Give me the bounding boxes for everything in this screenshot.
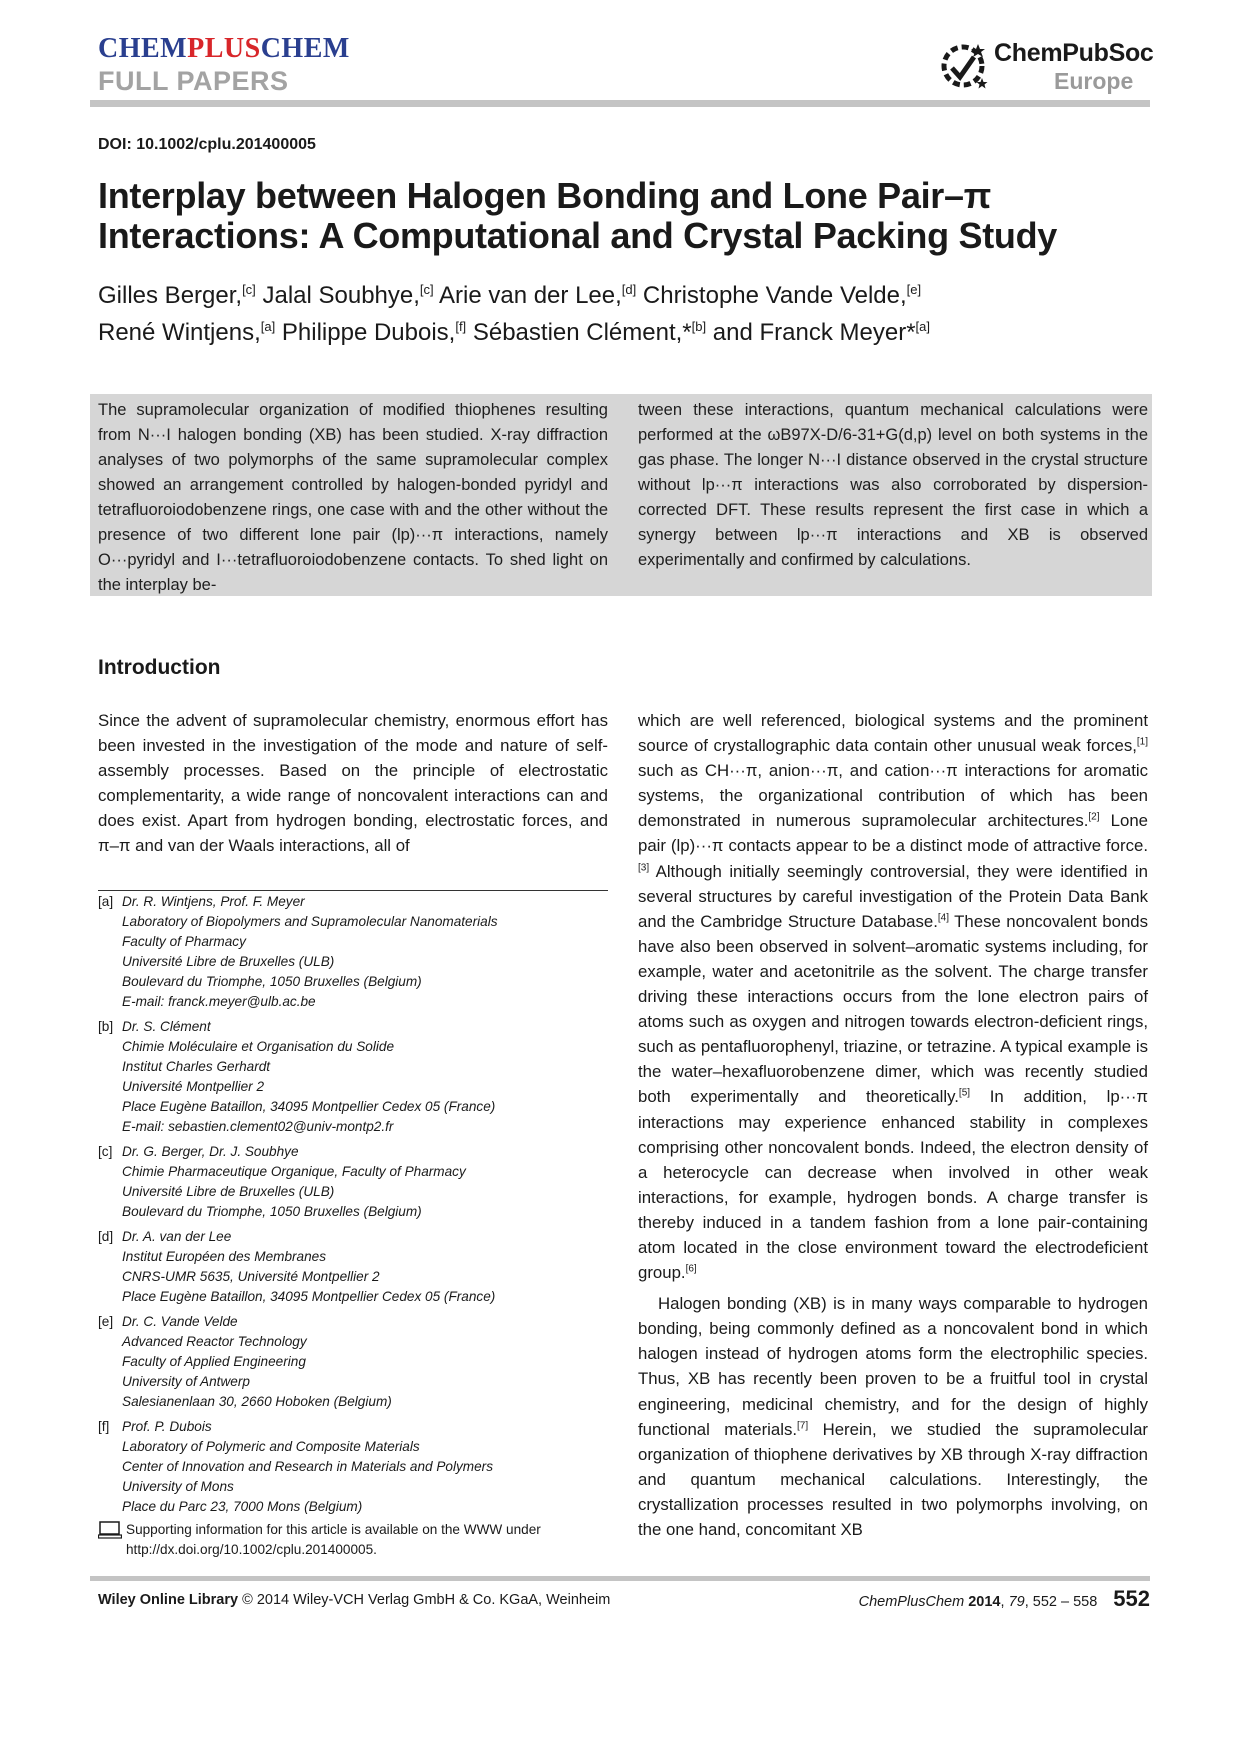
doi: DOI: 10.1002/cplu.201400005 [98,136,316,153]
abstract-left: The supramolecular organization of modified thiophenes resulting from N···I halogen bonding (XB) has been studied. X-ray diffraction analyses of two polymorphs of the same supramolecular complex showed an arrangement controlled by halogen-bonded pyridyl and tetrafluoroiodobenzene rings, one case with and the other without the presence of two different lone pair (lp)···π interactions, namely O···pyridyl and I···tetrafluoroiodobenzene contacts. To shed light on the interplay be- [98,401,608,594]
abstract-box [90,394,1152,596]
journal-name: CHEMPLUSCHEM [98,33,350,64]
footer-citation: ChemPlusChem 2014 , 79 , 552 – 558 552 [858,1586,1150,1611]
affiliation: [a] Dr. R. Wintjens, Prof. F. Meyer Laboratory of Biopolymers and Supramolecular Nanomaterials Faculty of Pharmacy Université Libre de Bruxelles (ULB) Boulevard du Triomphe, 1050 Bruxelles (Belgium) E-mail: franck.meyer@ulb.ac.be [98,892,618,1012]
citation[interactable]: [3] [638,861,650,873]
laurel-star-icon [938,38,990,94]
affiliation: [f] Prof. P. Dubois Laboratory of Polymeric and Composite Materials Center of Innovation and Research in Materials and Polymers University of Mons Place du Parc 23, 7000 Mons (Belgium) [98,1419,494,1514]
wiley-online-library-link[interactable]: Wiley Online Library [98,1592,239,1608]
affiliation: [c] Dr. G. Berger, Dr. J. Soubhye Chimie Pharmaceutique Organique, Faculty of Pharmacy Université Libre de Bruxelles (ULB) Boulevard du Triomphe, 1050 Bruxelles (Belgium) [98,1144,466,1219]
author-list: Gilles Berger,[c] Jalal Soubhye,[c] Arie van der Lee,[d] Christophe Vande Velde,[e] René Wintjens,[a] Philippe Dubois,[f] Sébastien Clément,*[b] and Franck Meyer*[a] [98,282,930,346]
header-rule [90,100,1150,107]
citation[interactable]: [1] [1136,736,1148,748]
footnote-rule [98,890,608,891]
intro-left-column: Since the advent of supramolecular chemistry, enormous effort has been invested in the investigation of the mode and nature of self-assembly processes. Based on the principle of electrostatic complementarity, a wide range of noncovalent interactions can and does exist. Apart from hydrogen bonding, electrostatic forces, and π–π and van der Waals interactions, all of [98,711,608,856]
citation[interactable]: [7] [797,1420,809,1432]
citation[interactable]: [2] [1088,811,1100,823]
affiliation: [d] Dr. A. van der Lee Institut Européen des Membranes CNRS-UMR 5635, Université Montpellier 2 Place Eugène Bataillon, 34095 Montpellier Cedex 05 (France) [98,1229,496,1304]
citation[interactable]: [5] [958,1087,971,1099]
email-link[interactable]: E-mail: franck.meyer@ulb.ac.be [122,994,316,1009]
author: René Wintjens, [98,319,261,346]
footer-left: Wiley Online Library © 2014 Wiley-VCH Verlag GmbH & Co. KGaA, Weinheim [98,1592,611,1608]
affiliations [98,892,618,1522]
publisher-region: Europe [1054,68,1134,94]
publisher-name: ChemPubSoc [994,39,1154,67]
article-title: Interplay between Halogen Bonding and Lone Pair–π Interactions: A Computational and Crystal Packing Study [98,175,1057,256]
author: Sébastien Clément,* [472,319,692,346]
affiliation: [b] Dr. S. Clément Chimie Moléculaire et Organisation du Solide Institut Charles Gerhardt Université Montpellier 2 Place Eugène Bataillon, 34095 Montpellier Cedex 05 (France) E-mail: sebastien.clement02@univ-montp2.fr [98,1017,618,1137]
author: Gilles Berger, [98,282,243,309]
author: Arie van der Lee, [439,282,622,309]
section-heading: Introduction [98,656,221,679]
author: Christophe Vande Velde, [642,282,907,309]
author: Philippe Dubois, [281,319,456,346]
author: Jalal Soubhye, [262,282,420,309]
affiliation: [e] Dr. C. Vande Velde Advanced Reactor Technology Faculty of Applied Engineering University of Antwerp Salesianenlaan 30, 2660 Hoboken (Belgium) [98,1314,392,1409]
supporting-info: Supporting information for this article is available on the WWW under http://dx.doi.org/10.1002/cplu.201400005. [98,1520,618,1560]
intro-right-column: which are well referenced, biological systems and the prominent source of crystallographic data contain other unusual weak forces,[1] such as CH···π, anion···π, and cation···π interactions for aromatic systems, the organizational contribution of which has been demonstrated in numerous supramolecular architectures.[2] Lone pair (lp)···π contacts appear to be a distinct mode of attractive force.[3] Although initially seemingly controversial, they were identified in several structures by careful investigation of the Protein Data Bank and the Cambridge Structure Database.[4] These noncovalent bonds have also been observed in solvent–aromatic systems including, for example, water and acetonitrile as the solvent. The charge transfer driving these interactions occurs from the lone electron pairs of atoms such as oxygen and nitrogen towards electron-deficient rings, such as pentafluorophenyl, triazine, or tetrazine. A typical example is the water–hexafluorobenzene dimer, which was recently studied both experimentally and theoretically.[5] In addition, lp···π interactions may experience enhanced stability in complexes comprising other noncovalent bonds. Indeed, the electron density of a heterocycle can decrease when involved in other weak interactions, for example, hydrogen bonds. A charge transfer is thereby induced in a tandem fashion from a lone pair-containing atom located in the close environment toward the electrodeficient group.[6] Halogen bonding (XB) is in many ways comparable to hydrogen bonding, being commonly defined as a noncovalent bond in which halogen instead of hydrogen atoms form the electrophilic species. Thus, XB has recently been proven to be a fruitful tool in crystal engineering, medicinal chemistry, and for the design of highly functional materials.[7] Herein, we studied the supramolecular organization of thiophene derivatives by XB through X-ray diffraction and quantum mechanical calculations. Interestingly, the crystallization processes resulted in two polymorphs involving, on the one hand, concomitant XB [638,711,1148,1539]
email-link[interactable]: E-mail: sebastien.clement02@univ-montp2.fr [122,1119,394,1134]
supporting-info-link[interactable]: http://dx.doi.org/10.1002/cplu.201400005. [126,1542,377,1557]
computer-icon [98,1521,122,1539]
author: and Franck Meyer* [712,319,916,346]
footer-rule [90,1576,1150,1581]
abstract-right: tween these interactions, quantum mechanical calculations were performed at the ωB97X-D/6-31+G(d,p) level on both systems in the gas phase. The longer N···I distance observed in the crystal structure without lp···π interactions was also corroborated by dispersion-corrected DFT. These results represent the first case in which a synergy between lp···π interactions and XB is observed experimentally and confirmed by calculations. [638,401,1148,569]
section-label: FULL PAPERS [98,66,289,96]
page-number: 552 [1113,1586,1150,1611]
citation[interactable]: [4] [937,912,950,924]
citation[interactable]: [6] [685,1263,697,1275]
publisher-logo [938,38,1158,98]
